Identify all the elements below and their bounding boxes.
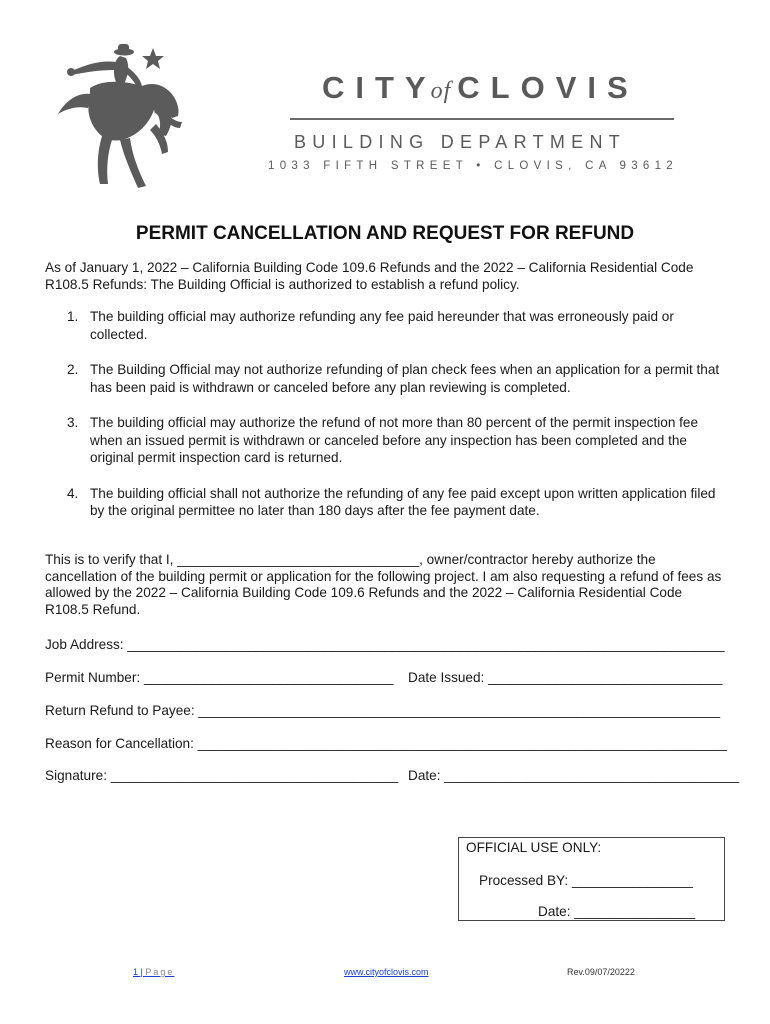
rule-item [45,308,725,343]
rule-text: The Building Official may not authorize refunding of plan check fees when an application for a permit that has been paid is withdrawn or canceled before any plan reviewing is completed. [90,362,720,395]
signature-field[interactable]: Signature: ______________________________________ [45,768,399,783]
city-name-right: CLOVIS [457,70,639,105]
intro-paragraph: As of January 1, 2022 – California Building Code 109.6 Refunds and the 2022 – California Residential Code R108.5 Refunds: The Building Official is authorized to establish a refund policy. [45,260,694,292]
city-name-of: of [430,78,452,104]
refund-rules-list [45,308,725,538]
page-indicator [133,967,174,977]
rule-number: 3. [67,415,79,430]
rule-text: The building official may authorize refunding any fee paid hereunder that was erroneously paid or collected. [90,309,674,342]
return-refund-field[interactable]: Return Refund to Payee: _____________________________________________________________________ [45,703,721,718]
rule-number: 4. [67,485,79,501]
department-name: BUILDING DEPARTMENT [294,132,627,152]
cowboy-on-bucking-horse-icon [50,38,190,198]
official-use-title: OFFICIAL USE ONLY: [466,840,602,855]
rule-item [45,361,725,396]
rule-item [45,485,725,520]
form-title: PERMIT CANCELLATION AND REQUEST FOR REFUND [135,223,635,244]
department-address: 1033 FIFTH STREET • CLOVIS, CA 93612 [268,160,679,172]
authorization-paragraph: This is to verify that I, ________________________________, owner/contractor hereby authorize the cancellation of the building permit or application for the following project. I am also requesting a refund of fees as allowed by the 2022 – California Building Code 109.6 Refunds and the 2022 – California Residential Code R108.5 Refund. [45,552,722,617]
city-name [322,70,682,106]
page-label: Page [145,967,175,977]
processed-by-field[interactable]: Processed BY: ________________ [479,873,693,888]
rule-item [45,414,725,467]
date-issued-field[interactable]: Date Issued: _______________________________ [408,670,723,685]
header-divider [290,118,674,120]
rule-number: 1. [67,309,79,324]
reason-field[interactable]: Reason for Cancellation: ______________________________________________________________________ [45,736,727,751]
website-link[interactable]: www.cityofclovis.com [344,967,429,977]
revision-label: Rev.09/07/20222 [567,967,635,977]
rule-text: The building official may authorize the refund of not more than 80 percent of the permit inspection fee when an issued permit is withdrawn or canceled before any inspection has been completed and the original permit inspection card is returned. [90,415,699,465]
official-date-field[interactable]: Date: ________________ [538,904,696,919]
job-address-field[interactable]: Job Address: _______________________________________________________________________________ [45,637,725,652]
city-name-left: CITY [322,70,437,105]
page-separator: | [138,967,146,977]
rule-number: 2. [67,362,79,377]
official-use-box [458,837,725,921]
rule-text: The building official shall not authorize the refunding of any fee paid except upon written application filed by the original permittee no later than 180 days after the fee payment date. [90,485,716,518]
permit-number-field[interactable]: Permit Number: _________________________________ [45,670,394,685]
page-number: 1 [133,967,139,977]
date-field[interactable]: Date: _______________________________________ [408,768,740,783]
